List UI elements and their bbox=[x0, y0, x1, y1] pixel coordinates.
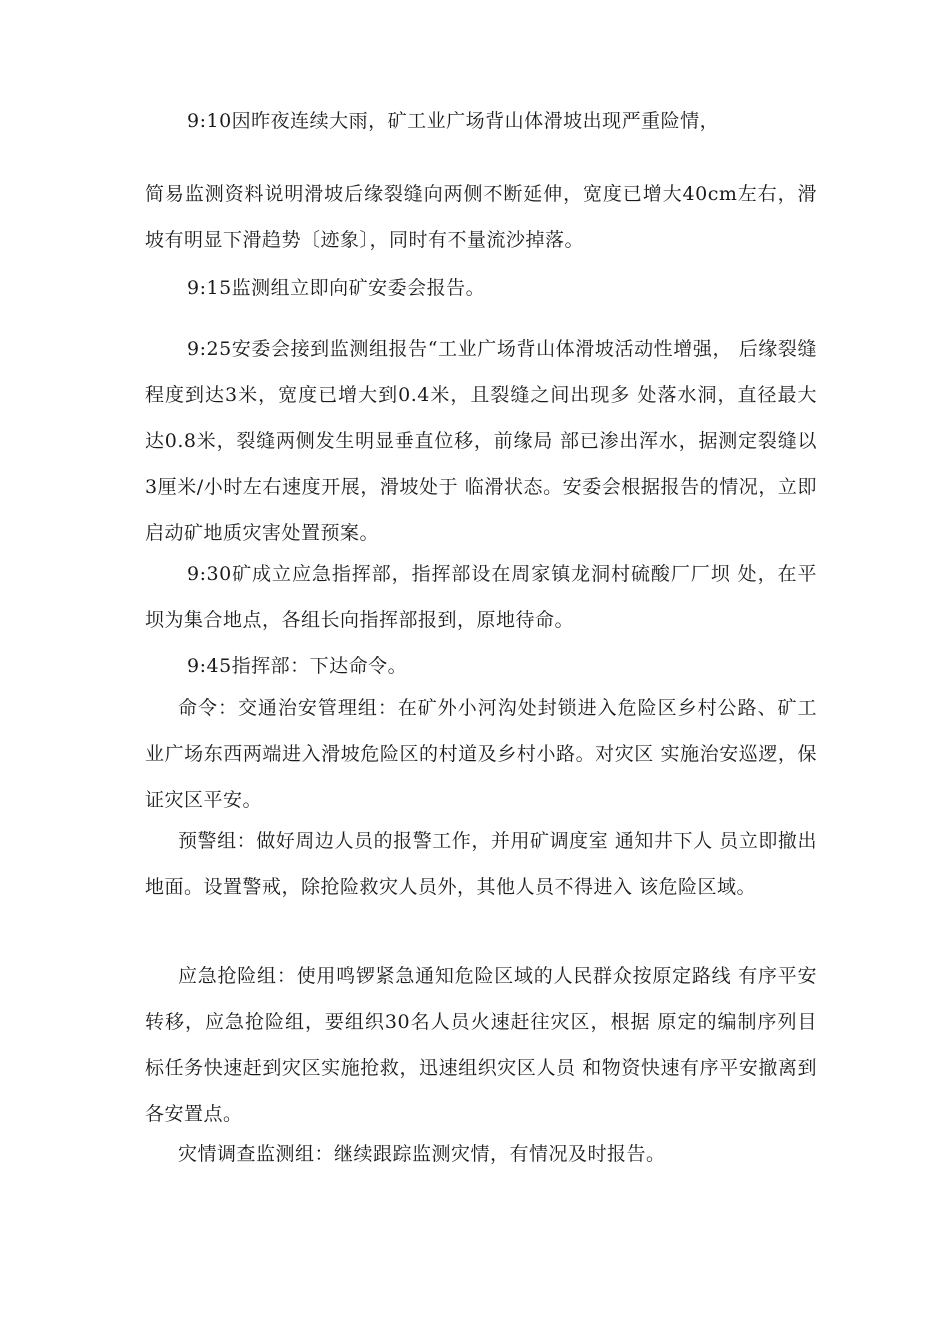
paragraph-0910: 9:10因昨夜连续大雨，矿工业广场背山体滑坡出现严重险情， bbox=[187, 110, 720, 132]
paragraph-0925: 9:25安委会接到监测组报告“工业广场背山体滑坡活动性增强， 后缘裂缝程度到达3米，宽度已增大到0.4米，且裂缝之间出现多 处落水洞，直径最大达0.8米，裂缝两侧发生明显垂直位移，前缘局 部已渗出浑水，据测定裂缝以3厘米/小时左右速度开展，滑坡处于 临滑状态。安委会根据报告的情况，立即启动矿地质灾害处置预案。 bbox=[145, 338, 817, 544]
paragraph-rescue-group: 应急抢险组：使用鸣锣紧急通知危险区域的人民群众按原定路线 有序平安转移，应急抢险组，要组织30名人员火速赶往灾区，根据 原定的编制序列目标任务快速赶到灾区实施抢救，迅速组织灾区人员 和物资快速有序平安撤离到各安置点。 bbox=[145, 965, 817, 1125]
paragraph-warning-group: 预警组：做好周边人员的报警工作，并用矿调度室 通知井下人 员立即撤出地面。设置警戒，除抢险救灾人员外，其他人员不得进入 该危险区域。 bbox=[145, 830, 817, 898]
paragraph-0915: 9:15监测组立即向矿安委会报告。 bbox=[187, 277, 486, 299]
paragraph-0945: 9:45指挥部：下达命令。 bbox=[187, 655, 408, 677]
paragraph-monitoring-data: 简易监测资料说明滑坡后缘裂缝向两侧不断延伸，宽度已增大40cm左右，滑坡有明显下滑趋势〔迹象〕，同时有不量流沙掉落。 bbox=[145, 183, 817, 251]
paragraph-survey-group: 灾情调查监测组：继续跟踪监测灾情，有情况及时报告。 bbox=[178, 1143, 666, 1165]
paragraph-0930: 9:30矿成立应急指挥部，指挥部设在周家镇龙洞村硫酸厂厂坝 处，在平坝为集合地点，各组长向指挥部报到，原地待命。 bbox=[145, 563, 817, 631]
paragraph-traffic-order: 命令：交通治安管理组：在矿外小河沟处封锁进入危险区乡村公路、矿工业广场东西两端进入滑坡危险区的村道及乡村小路。对灾区 实施治安巡逻，保证灾区平安。 bbox=[145, 697, 817, 811]
